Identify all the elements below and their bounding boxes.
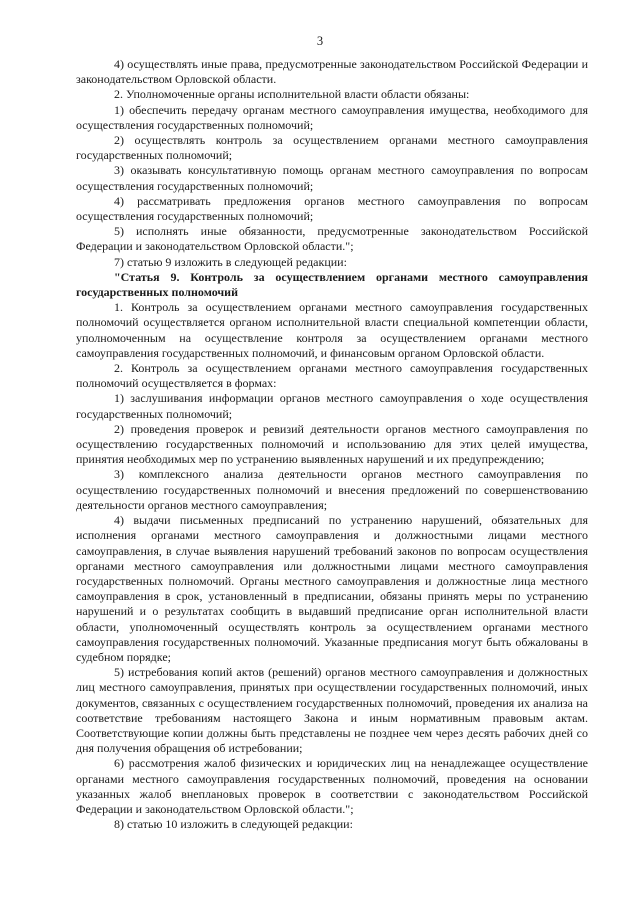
paragraph: 4) рассматривать предложения органов местного самоуправления по вопросам осуществления государственных полномочий; [76, 193, 588, 224]
paragraph: 1. Контроль за осуществлением органами местного самоуправления государственных полномочий осуществляется органом исполнительной власти специальной компетенции области, уполномоченным на осуществление контроля за осуществлением органами местного самоуправления государственных полномочий, и финансовым органом Орловской области. [76, 300, 588, 360]
paragraph: 1) обеспечить передачу органам местного самоуправления имущества, необходимого для осуществления государственных полномочий; [76, 102, 588, 132]
paragraph: 7) статью 9 изложить в следующей редакции: [114, 254, 347, 269]
paragraph: 2) осуществлять контроль за осуществлением органами местного самоуправления государственных полномочий; [76, 133, 588, 163]
paragraph: 3) комплексного анализа деятельности органов местного самоуправления по осуществлению государственных полномочий и внесения предложений по совершенствованию деятельности органов местного самоуправления; [76, 467, 588, 512]
article-heading: "Статья 9. Контроль за осуществлением органами местного самоуправления государственных полномочий [76, 269, 588, 300]
paragraph: 4) осуществлять иные права, предусмотренные законодательством Российской Федерации и законодательством Орловской области. [76, 57, 588, 87]
paragraph: 5) истребования копий актов (решений) органов местного самоуправления и должностных лиц местного самоуправления, принятых при осуществлении государственных полномочий, иных документов, связанных с осуществлением государственных полномочий, проведения их анализа на соответствие требованиям настоящего Закона и иным нормативным правовым актам. Соответствующие копии должны быть представлены не позднее чем через десять рабочих дней со дня получения обращения об истребовании; [76, 665, 588, 756]
page-number: 3 [316, 34, 324, 48]
paragraph: 6) рассмотрения жалоб физических и юридических лиц на ненадлежащее осуществление органами местного самоуправления государственных полномочий, проведения на основании указанных жалоб внеплановых проверок в соответствии с законодательством Российской Федерации и законодательством Орловской области."; [76, 756, 588, 816]
paragraph: 4) выдачи письменных предписаний по устранению нарушений, обязательных для исполнения органами местного самоуправления и должностными лицами местного самоуправления, в случае выявления нарушений требований законов по вопросам осуществления органами местного самоуправления или должностными лицами местного самоуправления государственных полномочий. Органы местного самоуправления и должностные лица местного самоуправления в срок, установленный в предписании, обязаны принять меры по устранению нарушений и о результатах сообщить в выдавший предписание орган исполнительной власти области, уполномоченный осуществлять контроль за осуществлением органами местного самоуправления государственных полномочий. Указанные предписания могут быть обжалованы в судебном порядке; [76, 513, 588, 664]
paragraph: 2. Уполномоченные органы исполнительной власти области обязаны: [114, 87, 470, 102]
paragraph: 3) оказывать консультативную помощь органам местного самоуправления по вопросам осуществления государственных полномочий; [76, 163, 588, 193]
paragraph: 2) проведения проверок и ревизий деятельности органов местного самоуправления по осуществлению государственных полномочий и использованию для этих целей имущества, принятия необходимых мер по устранению выявленных нарушений и их предупреждению; [76, 421, 588, 467]
paragraph: 8) статью 10 изложить в следующей редакции: [114, 817, 353, 832]
paragraph: 5) исполнять иные обязанности, предусмотренные законодательством Российской Федерации и законодательством Орловской области."; [76, 224, 588, 254]
document-body [76, 57, 588, 832]
paragraph: 2. Контроль за осуществлением органами местного самоуправления государственных полномочий осуществляется в формах: [76, 361, 588, 391]
paragraph: 1) заслушивания информации органов местного самоуправления о ходе осуществления государственных полномочий; [76, 391, 588, 421]
